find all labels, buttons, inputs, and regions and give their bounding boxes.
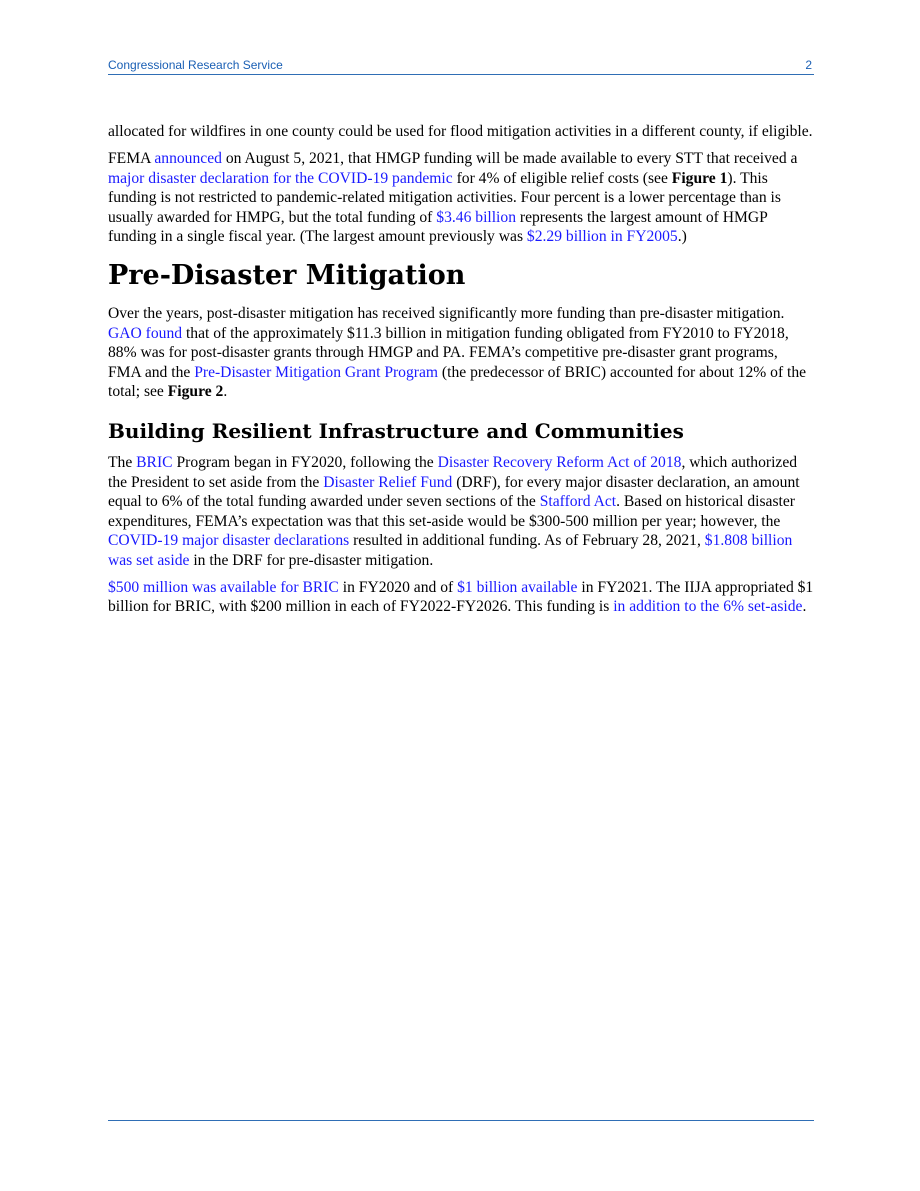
text: ). This funding is not restricted to pandemic-related mitigation activities. Four percent is a lower percentage than is usually awarded for HMPG, but the total funding of [108, 169, 781, 226]
document-body [108, 122, 814, 625]
link-stafford-act[interactable]: Stafford Act [539, 493, 617, 511]
figure-1-ref: Figure 1 [671, 169, 728, 187]
text: . Based on historical disaster expenditures, FEMA’s expectation was that this set-aside would be $300-500 million per year; however, the [108, 493, 795, 530]
link-covid-declaration[interactable]: major disaster declaration for the COVID-19 pandemic [108, 169, 453, 187]
text: FEMA [108, 150, 155, 168]
paragraph-bric [108, 453, 814, 569]
text: (DRF), for every major disaster declaration, an amount equal to 6% of the total funding awarded under seven sections of the [108, 473, 800, 511]
link-1-billion-available[interactable]: $1 billion available [457, 578, 578, 596]
page-header [108, 58, 814, 75]
paragraph-hmgp-covid [108, 149, 814, 246]
link-covid-major-declarations[interactable]: COVID-19 major disaster declarations [108, 532, 350, 550]
text: in the DRF for pre-disaster mitigation. [189, 551, 434, 569]
link-1-808-billion[interactable]: $1.808 billion was set aside [108, 532, 793, 569]
link-announced[interactable]: announced [154, 150, 222, 168]
text: The [108, 454, 137, 472]
link-drra-2018[interactable]: Disaster Recovery Reform Act of 2018 [437, 454, 682, 472]
link-500-million-bric[interactable]: $500 million was available for BRIC [108, 578, 339, 596]
text: Over the years, post-disaster mitigation has received significantly more funding than pre-disaster mitigation. [108, 305, 785, 323]
text: Program began in FY2020, following the [172, 454, 438, 472]
text: (the predecessor of BRIC) accounted for about 12% of the total; see [108, 363, 807, 401]
link-gao-found[interactable]: GAO found [108, 324, 183, 342]
text: .) [677, 228, 687, 246]
link-3-46-billion[interactable]: $3.46 billion [436, 208, 516, 226]
link-disaster-relief-fund[interactable]: Disaster Relief Fund [323, 473, 453, 491]
text: for 4% of eligible relief costs (see [452, 169, 672, 187]
text: in FY2020 and of [338, 578, 458, 596]
text: . [802, 598, 807, 616]
paragraph-continuation [108, 122, 814, 141]
text: , which authorized the President to set aside from the [108, 454, 798, 491]
paragraph-pre-disaster [108, 304, 814, 401]
paragraph-bric-funding [108, 578, 814, 617]
text: in FY2021. The IIJA appropriated $1 billion for BRIC, with $200 million in each of FY2022-FY2026. This funding is [108, 578, 814, 616]
link-bric[interactable]: BRIC [136, 454, 173, 472]
text: resulted in additional funding. As of February 28, 2021, [349, 532, 705, 550]
page-number: 2 [805, 58, 812, 72]
link-6-percent-set-aside[interactable]: in addition to the 6% set-aside [613, 598, 803, 616]
text: on August 5, 2021, that HMGP funding will be made available to every STT that received a [221, 150, 798, 168]
header-source: Congressional Research Service [108, 58, 283, 72]
link-2-29-billion-fy2005[interactable]: $2.29 billion in FY2005 [526, 228, 678, 246]
text: represents the largest amount of HMGP funding in a single fiscal year. (The largest amount previously was [108, 208, 768, 246]
footer-divider [108, 1120, 814, 1121]
heading-pre-disaster-mitigation: Pre-Disaster Mitigation [108, 260, 466, 292]
heading-bric: Building Resilient Infrastructure and Communities [108, 419, 684, 444]
text: that of the approximately $11.3 billion in mitigation funding obligated from FY2010 to FY2018, 88% was for post-disaster grants through HMGP and PA. FEMA’s competitive pre-disaster grant programs, FMA and the [108, 324, 789, 381]
link-pdm-grant-program[interactable]: Pre-Disaster Mitigation Grant Program [194, 363, 439, 381]
text: . [223, 383, 228, 401]
figure-2-ref: Figure 2 [167, 383, 224, 401]
text: allocated for wildfires in one county could be used for flood mitigation activities in a different county, if eligible. [108, 123, 813, 140]
